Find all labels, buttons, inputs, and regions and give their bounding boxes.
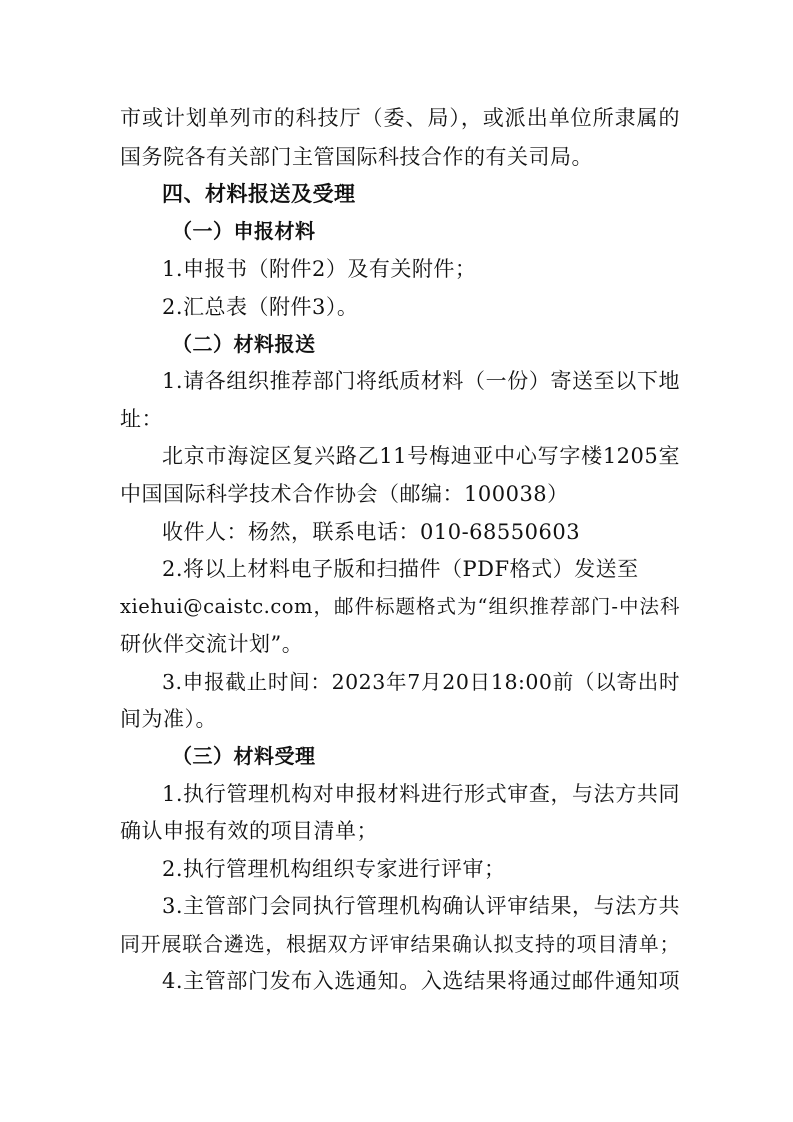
text-line: 3.主管部门会同执行管理机构确认评审结果，与法方共: [162, 894, 680, 918]
text-line: 址：: [120, 407, 163, 431]
text-line: 1.执行管理机构对申报材料进行形式审查，与法方共同: [162, 782, 680, 806]
section-heading: 四、材料报送及受理: [162, 181, 356, 206]
subsection-heading: （一）申报材料: [172, 219, 316, 243]
text-line: 同开展联合遴选，根据双方评审结果确认拟支持的项目清单；: [120, 932, 680, 956]
text-line: xiehui@caistc.com，邮件标题格式为“组织推荐部门-中法科: [120, 595, 680, 618]
text-line: 间为准）。: [120, 707, 217, 731]
subsection-heading: （二）材料报送: [172, 332, 316, 356]
text-line: 北京市海淀区复兴路乙11号梅迪亚中心写字楼1205室: [162, 444, 680, 468]
subsection-heading: （三）材料受理: [172, 744, 316, 768]
text-line: 4.主管部门发布入选通知。入选结果将通过邮件通知项: [162, 969, 680, 993]
text-line: 2.汇总表（附件3）。: [162, 295, 359, 319]
text-line: 3.申报截止时间：2023年7月20日18:00前（以寄出时: [162, 670, 680, 694]
text-line: 收件人：杨然，联系电话：010-68550603: [162, 520, 581, 544]
text-line: 中国国际科学技术合作协会（邮编：100038）: [120, 482, 569, 506]
text-line: 确认申报有效的项目清单；: [120, 819, 378, 843]
text-line: 研伙伴交流计划”。: [120, 632, 304, 656]
text-line: 市或计划单列市的科技厅（委、局），或派出单位所隶属的: [120, 106, 680, 130]
text-line: 2.将以上材料电子版和扫描件（PDF格式）发送至: [162, 557, 639, 581]
text-line: 2.执行管理机构组织专家进行评审；: [162, 857, 506, 881]
text-line: 1.申报书（附件2）及有关附件；: [162, 257, 477, 281]
text-line: 1.请各组织推荐部门将纸质材料（一份）寄送至以下地: [162, 369, 680, 393]
text-line: 国务院各有关部门主管国际科技合作的有关司局。: [120, 145, 593, 169]
